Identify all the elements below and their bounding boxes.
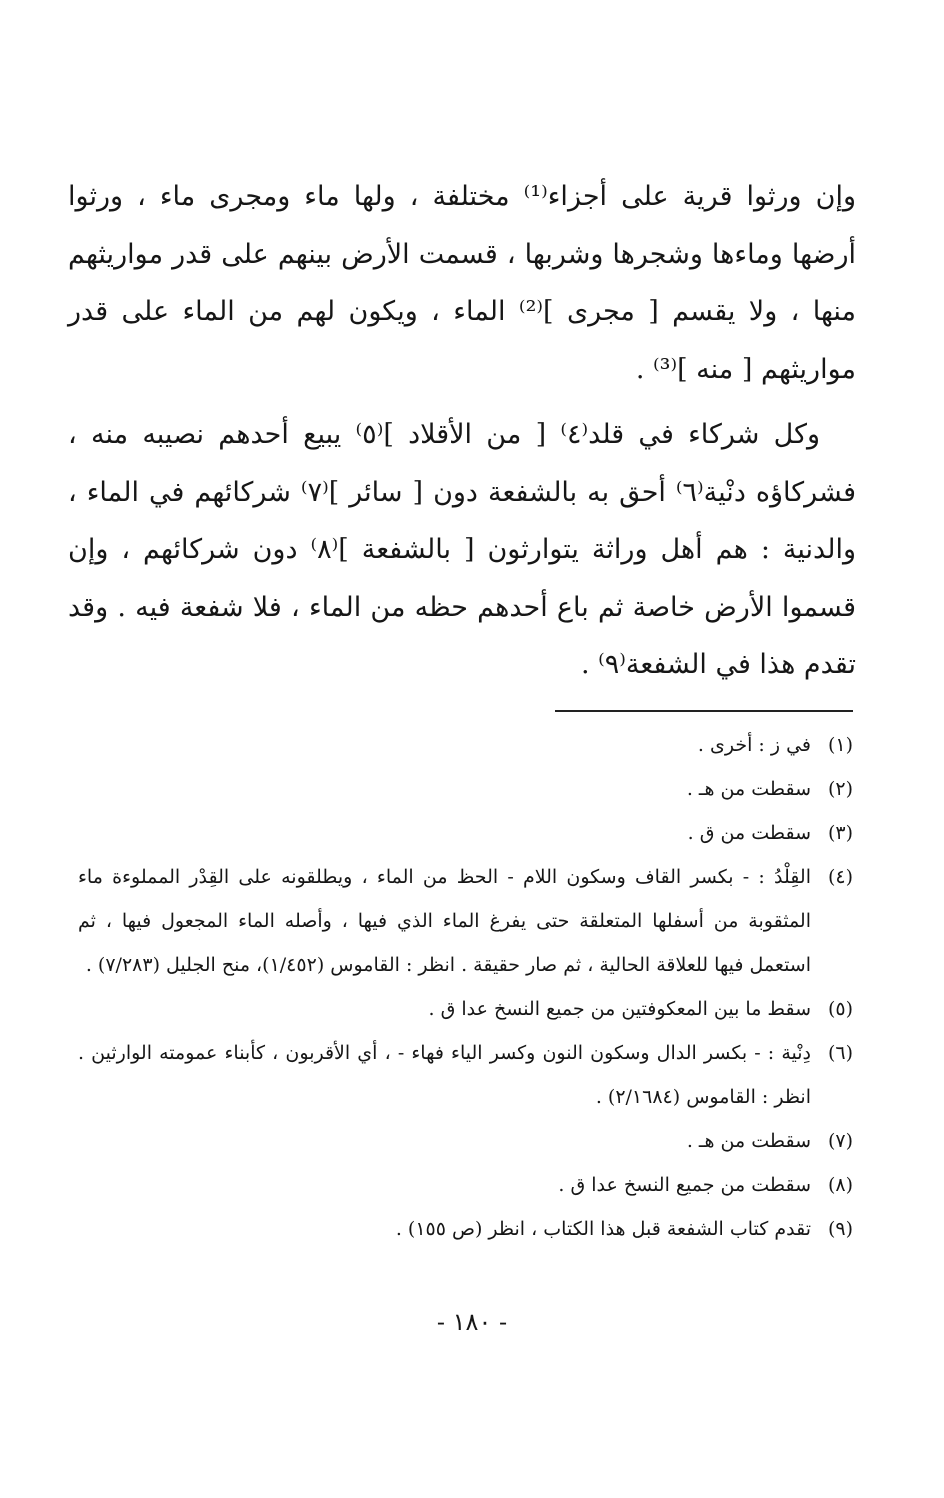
footnote-separator [555, 710, 853, 712]
footnote-9 [78, 1207, 853, 1251]
footnote-text: في ز : أخرى . [697, 734, 811, 756]
footnotes [78, 723, 853, 1251]
footnote-text: القِلْدُ : - بكسر القاف وسكون اللام - الحظ من الماء ، ويطلقونه على القِدْر المملوءة ماء المثقوبة من أسفلها المتعلقة حتى يفرغ الماء الذي فيها ، وأصله الماء المجعول فيها ، ثم استعمل فيها للعلاقة الحالية ، ثم صار حقيقة . انظر : القاموس (١/٤٥٢)، منح الجليل (٧/٢٨٣) . [78, 866, 811, 976]
footnote-1 [78, 723, 853, 767]
footnote-number: (٥) [827, 998, 853, 1020]
footnote-number: (٧) [827, 1130, 853, 1152]
paragraph-1: وإن ورثوا قرية على أجزاء⁽¹⁾ مختلفة ، ولها ماء ومجرى ماء ، ورثوا أرضها وماءها وشجرها وشربها ، قسمت الأرض بينهم على قدر مواريثهم منها ، ولا يقسم [ مجرى ]⁽²⁾ الماء ، ويكون لهم من الماء على قدر مواريثهم [ منه ]⁽³⁾ . [68, 181, 857, 385]
page-number: - ١٨٠ - [436, 1308, 508, 1336]
footnote-number: (١) [827, 734, 853, 756]
footnote-number: (٣) [827, 822, 853, 844]
footnote-2 [78, 767, 853, 811]
footnote-text: سقطت من هـ . [686, 1130, 811, 1152]
footnote-text: سقط ما بين المعكوفتين من جميع النسخ عدا ق . [428, 998, 811, 1020]
footnote-6 [78, 1031, 853, 1119]
footnote-number: (٤) [827, 866, 853, 888]
paragraph-2: وكل شركاء في قلد⁽٤⁾ [ من الأقلاد ]⁽٥⁾ يبيع أحدهم نصيبه منه ، فشركاؤه دنْية⁽٦⁾ أحق به بالشفعة دون [ سائر ]⁽٧⁾ شركائهم في الماء ، والدنية : هم أهل وراثة يتوارثون [ بالشفعة ]⁽٨⁾ دون شركائهم ، وإن قسموا الأرض خاصة ثم باع أحدهم حظه من الماء ، فلا شفعة فيه . وقد تقدم هذا في الشفعة⁽٩⁾ . [68, 419, 856, 680]
footnote-text: سقطت من هـ . [686, 778, 811, 800]
footnote-text: سقطت من جميع النسخ عدا ق . [558, 1174, 811, 1196]
footnote-text: تقدم كتاب الشفعة قبل هذا الكتاب ، انظر (ص ١٥٥) . [395, 1218, 811, 1240]
footnote-8 [78, 1163, 853, 1207]
footnote-text: دِنْية : - بكسر الدال وسكون النون وكسر الياء فهاء - ، أي الأقربون ، كأبناء عمومته الوارثين . انظر : القاموس (٢/١٦٨٤) . [78, 1042, 811, 1108]
footnote-7 [78, 1119, 853, 1163]
footnote-5 [78, 987, 853, 1031]
footnote-number: (٨) [827, 1174, 853, 1196]
main-text [68, 168, 856, 694]
footnote-number: (٦) [827, 1042, 853, 1064]
footnote-4 [78, 855, 853, 987]
footnote-3 [78, 811, 853, 855]
footnote-number: (٢) [827, 778, 853, 800]
footnote-number: (٩) [827, 1218, 853, 1240]
footnote-text: سقطت من ق . [687, 822, 811, 844]
